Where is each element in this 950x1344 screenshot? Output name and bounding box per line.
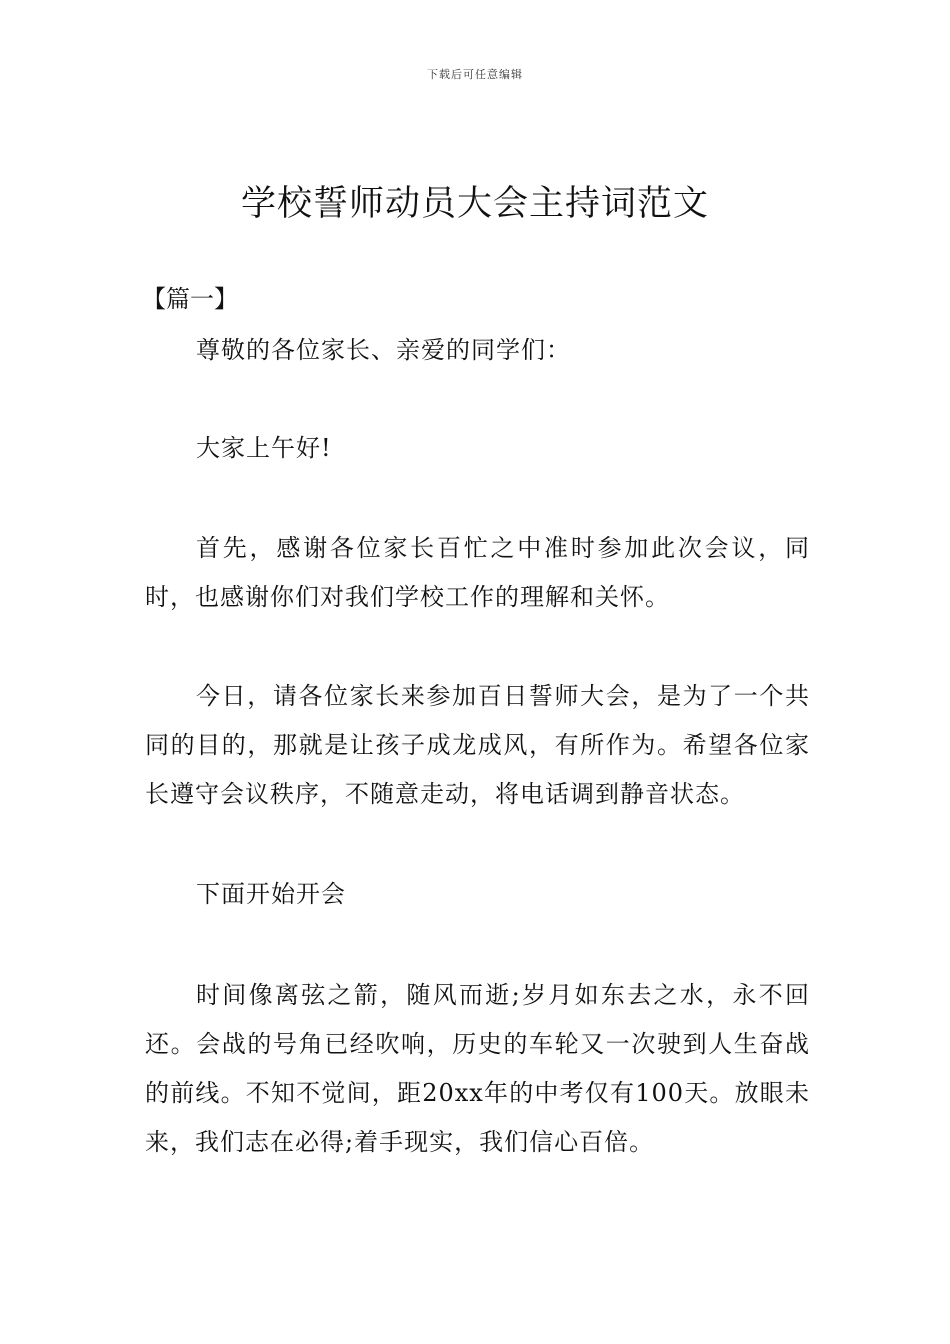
paragraph-greeting: 尊敬的各位家长、亲爱的同学们： — [196, 336, 571, 364]
paragraph-good-morning: 大家上午好! — [196, 434, 332, 462]
paragraph-thanks: 首先，感谢各位家长百忙之中准时参加此次会议，同时，也感谢你们对我们学校工作的理解和关怀。 — [145, 534, 810, 611]
section-label: 【篇一】 — [142, 285, 238, 313]
paragraph-purpose: 今日，请各位家长来参加百日誓师大会，是为了一个共同的目的，那就是让孩子成龙成风，有所作为。希望各位家长遵守会议秩序，不随意走动，将电话调到静音状态。 — [145, 682, 810, 808]
document-title: 学校誓师动员大会主持词范文 — [240, 184, 709, 224]
header-note: 下载后可任意编辑 — [427, 68, 523, 81]
paragraph-time: 时间像离弦之箭，随风而逝;岁月如东去之水，永不回还。会战的号角已经吹响，历史的车轮又一次驶到人生奋战的前线。不知不觉间，距20xx年的中考仅有100天。放眼未来，我们志在必得;着手现实，我们信心百倍。 — [145, 981, 810, 1156]
paragraph-meeting-start: 下面开始开会 — [196, 880, 346, 908]
